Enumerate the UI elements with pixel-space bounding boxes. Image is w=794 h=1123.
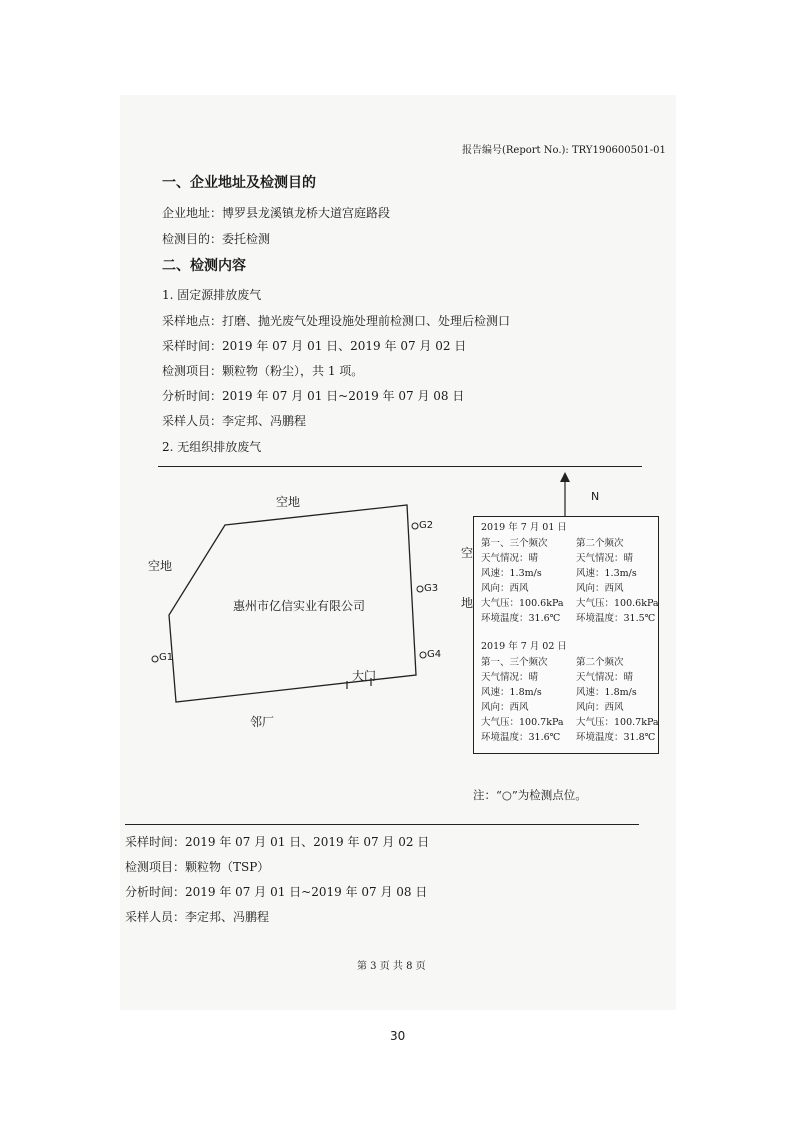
day1-col2-row: 风向：西风 (576, 583, 624, 594)
label-neighbor-factory: 邻厂 (250, 715, 275, 729)
day2-col1 (481, 655, 564, 745)
day1-col2 (576, 536, 659, 626)
point-g3-marker (417, 586, 423, 592)
day1-col1-row: 天气情况：晴 (481, 553, 539, 564)
analysis-time: 分析时间：2019 年 07 月 01 日~2019 年 07 月 08 日 (162, 389, 465, 403)
day2-col2-row: 风向：西风 (576, 702, 624, 713)
day2-date: 2019 年 7 月 02 日 (481, 641, 567, 652)
day2-col2-row: 风速：1.8m/s (576, 687, 637, 698)
page-footer: 第 3 页 共 8 页 (357, 961, 426, 972)
diagram-note: 注：“○”为检测点位。 (473, 788, 587, 802)
day2-col2-row: 大气压：100.7kPa (576, 717, 659, 728)
day1-col2-row: 环境温度：31.5℃ (576, 613, 656, 624)
day1-col1-row: 风速：1.3m/s (481, 568, 542, 579)
sampling-location: 采样地点：打磨、抛光废气处理设施处理前检测口、处理后检测口 (162, 314, 511, 328)
day2-col2-row: 天气情况：晴 (576, 672, 634, 683)
day2-col1-row: 天气情况：晴 (481, 672, 539, 683)
report-number: 报告编号(Report No.): TRY190600501-01 (462, 145, 666, 156)
subsection-unorganized: 2. 无组织排放废气 (162, 440, 262, 454)
weather-info-box (473, 516, 659, 754)
gate-label: 大门 (352, 669, 377, 683)
day1-col1-row: 第一、三个频次 (481, 538, 548, 549)
unorganized-analysis-time: 分析时间：2019 年 07 月 01 日~2019 年 07 月 08 日 (125, 885, 428, 899)
company-address: 企业地址：博罗县龙溪镇龙桥大道宫庭路段 (162, 206, 391, 220)
section1-heading: 一、企业地址及检测目的 (162, 175, 316, 191)
test-item: 检测项目：颗粒物（粉尘），共 1 项。 (162, 364, 364, 378)
day1-col1-row: 环境温度：31.6℃ (481, 613, 561, 624)
day1-col2-row: 大气压：100.6kPa (576, 598, 659, 609)
label-top-vacant: 空地 (276, 495, 301, 509)
day1-col1 (481, 536, 564, 626)
point-g4-label: G4 (427, 649, 442, 660)
point-g1-marker (152, 656, 158, 662)
bottom-divider (125, 824, 639, 825)
subsection-fixed-source: 1. 固定源排放废气 (162, 288, 262, 302)
day1-date: 2019 年 7 月 01 日 (481, 522, 567, 533)
page-number: 30 (390, 1029, 406, 1043)
day2-col1-row: 环境温度：31.6℃ (481, 732, 561, 743)
test-purpose: 检测目的：委托检测 (162, 232, 271, 246)
point-g2-marker (412, 523, 418, 529)
day1-col1-row: 大气压：100.6kPa (481, 598, 564, 609)
day1-col2-row: 第二个频次 (576, 538, 624, 549)
top-divider (158, 466, 642, 467)
point-g3-label: G3 (424, 583, 439, 594)
day1-col2-row: 天气情况：晴 (576, 553, 634, 564)
samplers: 采样人员：李定邦、冯鹏程 (162, 414, 307, 428)
day2-col2-row: 环境温度：31.8℃ (576, 732, 656, 743)
north-label: N (591, 490, 600, 503)
day2-col2 (576, 655, 659, 745)
unorganized-sampling-time: 采样时间：2019 年 07 月 01 日、2019 年 07 月 02 日 (125, 835, 430, 849)
day2-col1-row: 风速：1.8m/s (481, 687, 542, 698)
point-g4-marker (420, 652, 426, 658)
day1-col1-row: 风向：西风 (481, 583, 529, 594)
label-left-vacant: 空地 (148, 559, 173, 573)
unorganized-samplers: 采样人员：李定邦、冯鹏程 (125, 910, 270, 924)
day1-col2-row: 风速：1.3m/s (576, 568, 637, 579)
unorganized-test-item: 检测项目：颗粒物（TSP） (125, 860, 270, 874)
sampling-time: 采样时间：2019 年 07 月 01 日、2019 年 07 月 02 日 (162, 339, 467, 353)
day2-col1-row: 第一、三个频次 (481, 657, 548, 668)
day2-col1-row: 大气压：100.7kPa (481, 717, 564, 728)
point-g2-label: G2 (419, 520, 434, 531)
company-name: 惠州市亿信实业有限公司 (233, 599, 366, 613)
label-right-vacant-1: 空 (461, 546, 474, 560)
label-right-vacant-2: 地 (461, 596, 474, 610)
section2-heading: 二、检测内容 (162, 258, 246, 274)
point-g1-label: G1 (159, 652, 174, 663)
day2-col2-row: 第二个频次 (576, 657, 624, 668)
north-arrow-head (560, 472, 570, 482)
day2-col1-row: 风向：西风 (481, 702, 529, 713)
